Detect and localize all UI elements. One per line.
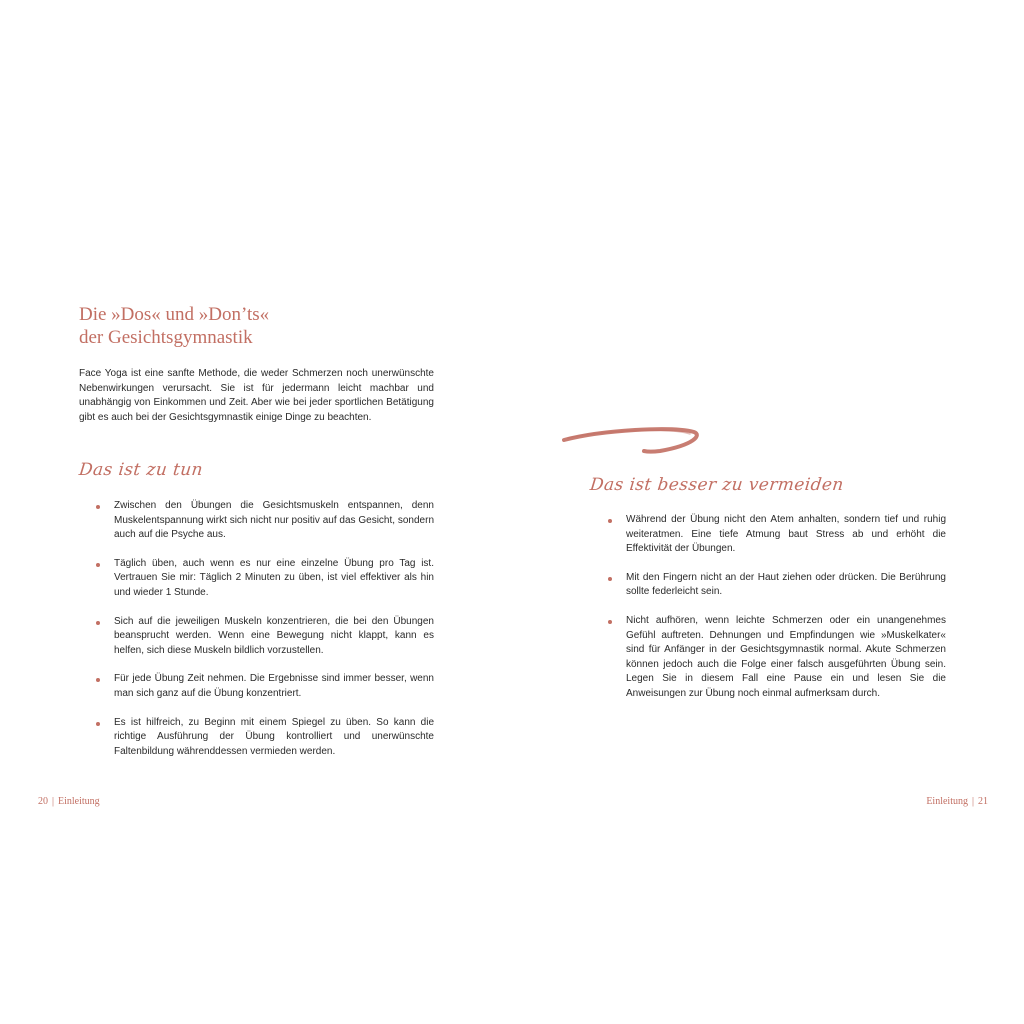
list-item	[96, 615, 434, 659]
intro-paragraph: Face Yoga ist eine sanfte Methode, die weder Schmerzen noch unerwünschte Nebenwirkungen verursacht. Sie ist für jedermann leicht machbar und unabhängig von Einkommen und Zeit. Aber wie bei jeder sportlichen Betätigung gibt es auch bei der Gesichtsgymnastik einige Dinge zu beachten.	[79, 368, 434, 423]
bullet-dot-icon	[608, 620, 612, 624]
donts-subheading: Das ist besser zu vermeiden	[588, 475, 845, 495]
list-item-text: Für jede Übung Zeit nehmen. Die Ergebnisse sind immer besser, wenn man sich ganz auf die Übung konzentriert.	[114, 673, 434, 699]
section-name: Einleitung	[926, 796, 968, 807]
bullet-dot-icon	[608, 577, 612, 581]
dos-list	[96, 499, 434, 773]
list-item-text: Während der Übung nicht den Atem anhalten, sondern tief und ruhig weiteratmen. Eine tiefe Atmung baut Stress ab und erhöht die Effektivität der Übungen.	[626, 514, 946, 555]
bullet-dot-icon	[96, 563, 100, 567]
footer-separator: |	[52, 796, 55, 807]
bullet-dot-icon	[608, 519, 612, 523]
page-number: 20	[38, 796, 48, 807]
list-item-text: Sich auf die jeweiligen Muskeln konzentrieren, die bei den Übungen beansprucht werden. Wenn eine Bewegung nicht klappt, kann es helfen, sich diese Muskeln bildlich vorzustellen.	[114, 615, 434, 656]
list-item	[96, 716, 434, 760]
list-item	[608, 571, 946, 600]
list-item	[608, 513, 946, 557]
dos-subheading: Das ist zu tun	[77, 460, 204, 480]
list-item-text: Es ist hilfreich, zu Beginn mit einem Spiegel zu üben. So kann die richtige Ausführung der Übung kontrolliert und unerwünschte Faltenbildung währenddessen vermieden werden.	[114, 716, 434, 757]
list-item	[96, 672, 434, 701]
section-name: Einleitung	[58, 796, 100, 807]
right-page	[512, 0, 1024, 1024]
brush-stroke-icon	[562, 424, 712, 458]
donts-list	[608, 513, 946, 716]
bullet-dot-icon	[96, 621, 100, 625]
page-heading	[79, 303, 269, 349]
list-item	[96, 557, 434, 601]
heading-line-1: Die »Dos« und »Don’ts«	[79, 304, 270, 325]
footer-left	[38, 796, 100, 807]
list-item-text: Nicht aufhören, wenn leichte Schmerzen oder ein unangenehmes Gefühl auftreten. Dehnungen und Empfindungen wie »Muskelkater« sind für Anfänger in der Gesichtsgymnastik normal. Akute Schmerzen können jedoch auch die Folge einer falsch ausgeführten Übung sein. Legen Sie in diesem Fall eine Pause ein und lesen Sie die Anweisungen zur Übung noch einmal aufmerksam durch.	[626, 614, 946, 699]
heading-line-2: der Gesichtsgymnastik	[79, 327, 253, 348]
bullet-dot-icon	[96, 722, 100, 726]
list-item	[608, 614, 946, 702]
bullet-dot-icon	[96, 505, 100, 509]
list-item-text: Täglich üben, auch wenn es nur eine einzelne Übung pro Tag ist. Vertrauen Sie mir: Täglich 2 Minuten zu üben, ist viel effektiver als hin und wieder 1 Stunde.	[114, 557, 434, 598]
footer-right	[926, 796, 988, 807]
bullet-dot-icon	[96, 678, 100, 682]
footer-separator: |	[971, 796, 974, 807]
list-item-text: Zwischen den Übungen die Gesichtsmuskeln entspannen, denn Muskelentspannung wirkt sich nicht nur positiv auf das Gesicht, sondern auch auf die Psyche aus.	[114, 500, 434, 541]
list-item-text: Mit den Fingern nicht an der Haut ziehen oder drücken. Die Berührung sollte federleicht sein.	[626, 571, 946, 598]
page-number: 21	[978, 796, 988, 807]
list-item	[96, 499, 434, 543]
